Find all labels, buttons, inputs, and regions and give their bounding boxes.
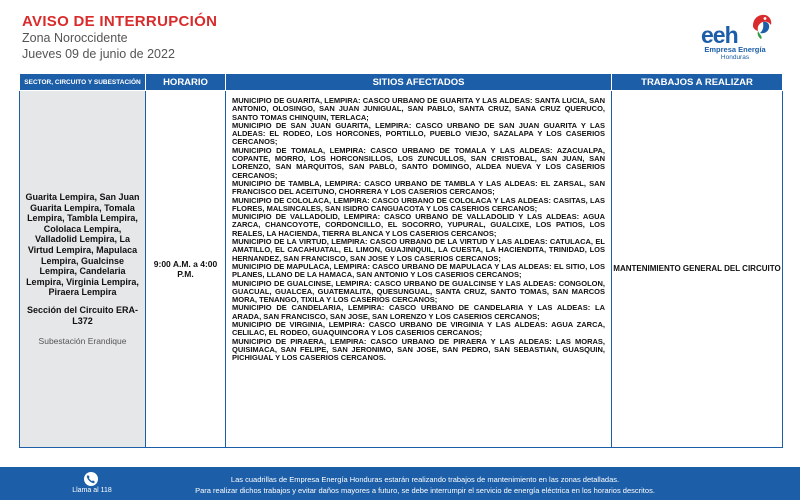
site-entry: MUNICIPIO DE LA VIRTUD, LEMPIRA: CASCO URBANO DE LA VIRTUD Y LAS ALDEAS: CATULACA, EL AMATILLO, EL CACAHUATAL, EL LIMON, GUAJINIQUIL, LA CUESTA, LA HACIENDITA, TRINIDAD, LOS HERNANDEZ, SAN FRANCISCO, SAN JOSE Y LOS CASERIOS CERCANOS;: [232, 237, 605, 263]
schedule-cell: 9:00 A.M. a 4:00 P.M.: [146, 91, 226, 448]
circuit-section: Sección del Circuito ERA- L372: [26, 304, 139, 326]
site-entry: MUNICIPIO DE CANDELARIA, LEMPIRA: CASCO URBANO DE CANDELARIA Y LAS ALDEAS: LA ARADA, SAN FRANCISCO, SAN JOSE, SAN LORENZO Y LOS CASERIOS CERCANOS;: [232, 303, 605, 321]
site-entry: MUNICIPIO DE VALLADOLID, LEMPIRA: CASCO URBANO DE VALLADOLID Y LAS ALDEAS: AGUA ZARCA, CHANCOYOTE, CORDONCILLO, EL SOCORRO, YUPURAL, GUALCIXE, LOS PATIOS, LOS REALES, LA HACIENDA, TIERRA BLANCA Y LOS CASERIOS CERCANOS;: [232, 212, 605, 238]
site-entry: MUNICIPIO DE GUARITA, LEMPIRA: CASCO URBANO DE GUARITA Y LAS ALDEAS: SANTA LUCIA, SAN ANTONIO, OLOSINGO, SAN JUAN JUNIGUAL, SAN PABLO, SANTA CRUZ, SANA CRUZ QUERUCO, SANTO TOMAS CHINQUIN, TERLACA;: [232, 96, 605, 122]
date-label: Jueves 09 de junio de 2022: [22, 47, 175, 61]
logo-country: Honduras: [720, 54, 750, 61]
site-entry: MUNICIPIO DE SAN JUAN GUARITA, LEMPIRA: CASCO URBANO DE SAN JUAN GUARITA Y LAS ALDEAS: EL RODEO, LOS HORCONES, PORTILLO, PUEBLO VIEJO, SAZALAPA Y LOS CASERIOS CERCANOS;: [232, 120, 605, 147]
notice-title: AVISO DE INTERRUPCIÓN: [22, 13, 218, 30]
site-entry: MUNICIPIO DE GUALCINSE, LEMPIRA: CASCO URBANO DE GUALCINSE Y LAS ALDEAS: CONGOLON, GUACUAL, GUALCEA, GUATEMALITA, QUESUNGUAL, SANTA CRUZ, SANTO TOMAS, SAN MARCOS MORA, TENANGO, TIXILA Y LOS CASERIOS CERCANOS;: [232, 278, 605, 305]
company-logo: [690, 10, 780, 66]
table-row: [20, 91, 783, 448]
phone-icon[interactable]: [84, 472, 98, 486]
footer-bar: [0, 467, 800, 500]
header-sector: SECTOR, CIRCUITO Y SUBESTACIÓN: [20, 74, 146, 91]
call-label: Llama al 118: [72, 487, 112, 494]
logo-company-name: Empresa Energía: [704, 45, 766, 54]
outage-table: [19, 73, 783, 448]
footer-line-1: Las cuadrillas de Empresa Energía Honduras estarán realizando trabajos de mantenimiento en las zonas detalladas.: [230, 475, 620, 484]
header-trabajos: TRABAJOS A REALIZAR: [612, 74, 783, 91]
work-cell: MANTENIMIENTO GENERAL DEL CIRCUITO: [612, 91, 783, 448]
site-entry: MUNICIPIO DE MAPULACA, LEMPIRA: CASCO URBANO DE MAPULACA Y LAS ALDEAS: EL SITIO, LOS PLANES, LLANO DE LA HAMACA, SAN ANTONIO Y LOS CASERIOS CERCANOS;: [232, 261, 605, 280]
logo-wordmark: eeh: [701, 22, 738, 48]
footer-line-2: Para realizar dichos trabajos y evitar daños mayores a futuro, se debe interrumpir el servicio de energía eléctrica en los horarios descritos.: [195, 486, 655, 495]
site-entry: MUNICIPIO DE COLOLACA, LEMPIRA: CASCO URBANO DE COLOLACA Y LAS ALDEAS: CASITAS, LAS FLORES, MALSINCALES, SAN ISIDRO CANGUACOTA Y LOS CASERIOS CERCANOS;: [232, 195, 605, 213]
site-entry: MUNICIPIO DE PIRAERA, LEMPIRA: CASCO URBANO DE PIRAERA Y LAS ALDEAS: LAS MORAS, QUISIMACA, SAN FELIPE, SAN JERONIMO, SAN JOSE, SAN PEDRO, SAN SEBASTIAN, GUASQUIN, PICHIGUAL Y LOS CASERIOS CERCANOS.: [232, 336, 605, 363]
header-horario: HORARIO: [146, 74, 226, 91]
zone-label: Zona Noroccidente: [22, 31, 128, 45]
substation-label: Subestación Erandique: [38, 335, 127, 346]
site-entry: MUNICIPIO DE TAMBLA, LEMPIRA: CASCO URBANO DE TAMBLA Y LAS ALDEAS: EL ZARSAL, SAN FRANCISCO DEL ACEITUNO, CHORRERA Y LOS CASERIOS CERCANOS;: [232, 178, 605, 197]
notice-header: [0, 0, 800, 70]
sector-cell: [20, 91, 146, 448]
footer-message: [125, 474, 725, 496]
sector-list: Guarita Lempira, San Juan Guarita Lempira, Tomala Lempira, Tambla Lempira, Cololaca Lempira, Valladolid Lempira, La Virtud Lempira, Mapulaca Lempira, Gualcinse Lempira, Candelaria Lempira, Virginia Lempira, Piraera Lempira: [25, 192, 140, 298]
phone-glyph: [84, 472, 98, 486]
logo-bird-icon: [749, 12, 773, 40]
site-entry: MUNICIPIO DE TOMALA, LEMPIRA: CASCO URBANO DE TOMALA Y LAS ALDEAS: AZACUALPA, COPANTE, MORRO, LOS HORCONSILLOS, LOS ZUNCULLOS, SAN CRISTOBAL, SAN JUAN, SAN LORENZO, SAN MARQUITOS, SAN PABLO, SANTO DOMINGO, ALDEA NUEVA Y LOS CASERIOS CERCANOS;: [232, 145, 605, 180]
header-sitios: SITIOS AFECTADOS: [226, 74, 612, 91]
sites-cell: [226, 91, 612, 448]
table-header-row: [20, 74, 783, 91]
site-entry: MUNICIPIO DE VIRGINIA, LEMPIRA: CASCO URBANO DE VIRGINIA Y LAS ALDEAS: AGUA ZARCA, CELILAC, EL RODEO, GUAQUINCORA Y LOS CASERIOS CERCANOS;: [232, 320, 605, 338]
